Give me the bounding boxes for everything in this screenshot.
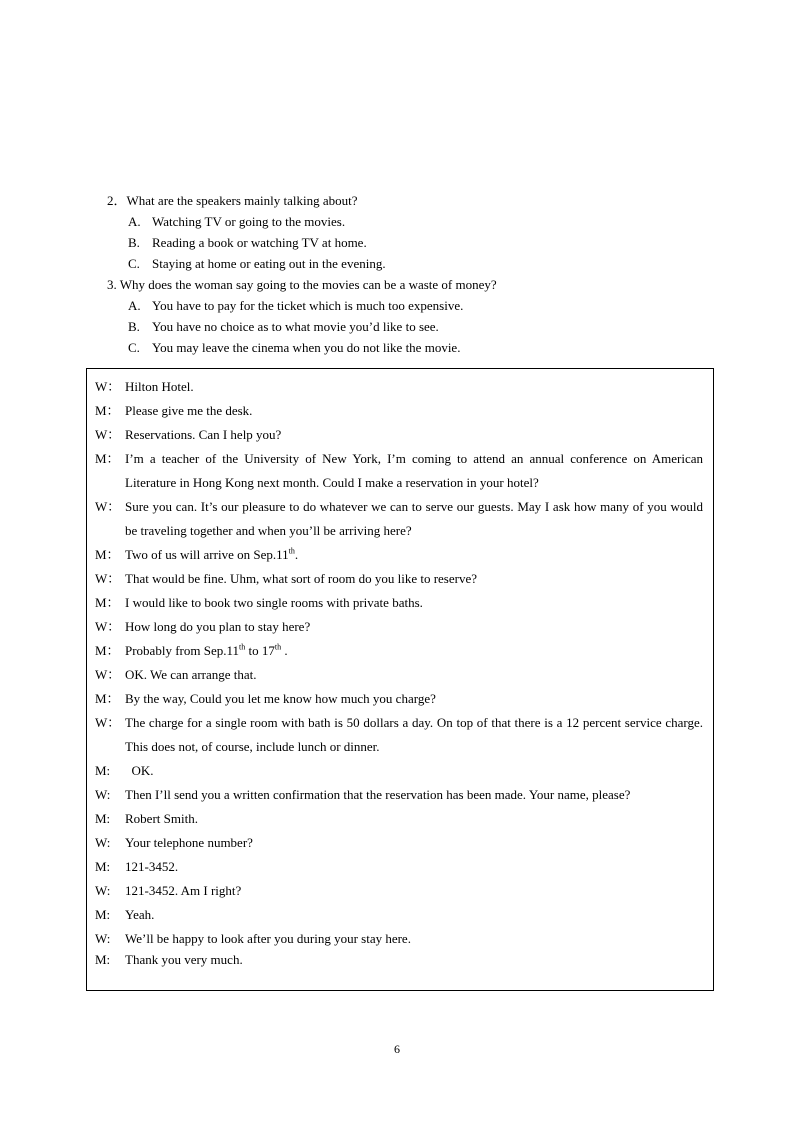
dialogue-transcript-box [86,368,714,991]
dialogue-lines [87,369,713,968]
utterance: Please give me the desk. [125,403,253,418]
question-stem [0,274,794,295]
dialogue-line [95,879,703,903]
option-c [0,253,794,274]
dialogue-line [95,711,703,759]
utterance: Then I’ll send you a written confirmation that the reservation has been made. Your name, please? [125,787,631,802]
question-text: What are the speakers mainly talking about? [126,193,358,208]
utterance: Thank you very much. [125,952,243,967]
dialogue-line [95,807,703,831]
option-letter: A. [128,298,141,313]
dialogue-line [95,759,703,783]
option-b [0,316,794,337]
question-list [0,190,794,358]
dialogue-line [95,399,703,423]
speaker-label: W： [95,667,121,682]
speaker-label: M： [95,547,120,562]
utterance: Reservations. Can I help you? [125,427,282,442]
utterance-text: . [294,547,299,562]
speaker-label: W： [95,715,121,730]
ordinal-suffix: th [238,642,246,652]
utterance: By the way, Could you let me know how much you charge? [125,691,436,706]
option-text: Watching TV or going to the movies. [152,214,346,229]
speaker-label: M: [95,763,111,778]
speaker-label: W: [95,931,111,946]
option-text: Reading a book or watching TV at home. [152,235,367,250]
dialogue-line [95,927,703,951]
utterance-text: Probably from Sep.11 [125,643,239,658]
speaker-label: M: [95,952,111,967]
speaker-label: M： [95,595,120,610]
option-text: Staying at home or eating out in the evening. [152,256,386,271]
speaker-label: M： [95,403,120,418]
dialogue-line [95,375,703,399]
speaker-label: M： [95,451,120,466]
dialogue-line [95,543,703,567]
question-number: 2． [107,193,127,208]
option-a [0,295,794,316]
page-number: 6 [394,1042,400,1056]
dialogue-line [95,423,703,447]
speaker-label: M: [95,907,111,922]
utterance: That would be fine. Uhm, what sort of room do you like to reserve? [125,571,477,586]
dialogue-line [95,903,703,927]
ordinal-suffix: th [274,642,282,652]
question-3 [0,274,794,358]
utterance: Yeah. [125,907,155,922]
utterance: The charge for a single room with bath is 50 dollars a day. On top of that there is a 12 percent service charge. This does not, of course, include lunch or dinner. [125,715,703,754]
option-letter: C. [128,340,140,355]
utterance: We’ll be happy to look after you during your stay here. [125,931,411,946]
dialogue-line [95,831,703,855]
dialogue-line [95,855,703,879]
utterance: 121-3452. Am I right? [125,883,242,898]
speaker-label: M: [95,859,111,874]
question-number: 3. [107,277,117,292]
dialogue-line [95,687,703,711]
speaker-label: M： [95,643,120,658]
option-c [0,337,794,358]
speaker-label: W： [95,427,121,442]
utterance: I’m a teacher of the University of New York, I’m coming to attend an annual conference on American Literature in Hong Kong next month. Could I make a reservation in your hotel? [125,451,703,490]
dialogue-line [95,783,703,807]
option-text: You have to pay for the ticket which is much too expensive. [152,298,464,313]
utterance: 121-3452. [125,859,179,874]
speaker-label: W： [95,571,121,586]
ordinal-suffix: th [288,546,295,556]
option-letter: B. [128,319,140,334]
option-letter: C. [128,256,140,271]
utterance-text: to 17 [245,643,275,658]
speaker-label: W: [95,835,111,850]
dialogue-line [95,615,703,639]
option-letter: B. [128,235,140,250]
utterance: Your telephone number? [125,835,253,850]
question-stem [0,190,794,211]
utterance: Hilton Hotel. [125,379,194,394]
option-letter: A. [128,214,141,229]
speaker-label: M: [95,811,111,826]
option-text: You have no choice as to what movie you’d like to see. [152,319,439,334]
dialogue-line [95,567,703,591]
utterance: OK. We can arrange that. [125,667,257,682]
option-b [0,232,794,253]
utterance-text: Two of us will arrive on Sep.11 [125,547,289,562]
dialogue-line [95,663,703,687]
question-2 [0,190,794,274]
dialogue-line [95,495,703,543]
dialogue-line [95,591,703,615]
dialogue-line [95,639,703,663]
utterance: OK. [125,763,154,778]
question-text: Why does the woman say going to the movies can be a waste of money? [119,277,497,292]
speaker-label: M： [95,691,120,706]
option-text: You may leave the cinema when you do not like the movie. [152,340,461,355]
speaker-label: W: [95,883,111,898]
utterance: Sure you can. It’s our pleasure to do whatever we can to serve our guests. May I ask how many of you would be traveling together and when you’ll be arriving here? [125,499,703,538]
utterance: How long do you plan to stay here? [125,619,311,634]
utterance: Robert Smith. [125,811,198,826]
option-a [0,211,794,232]
dialogue-line [95,951,703,968]
utterance: I would like to book two single rooms with private baths. [125,595,423,610]
utterance [125,543,703,567]
speaker-label: W： [95,379,121,394]
dialogue-line [95,447,703,495]
speaker-label: W： [95,619,121,634]
speaker-label: W： [95,499,121,514]
utterance [125,639,703,663]
utterance-text: . [281,643,288,658]
speaker-label: W: [95,787,111,802]
